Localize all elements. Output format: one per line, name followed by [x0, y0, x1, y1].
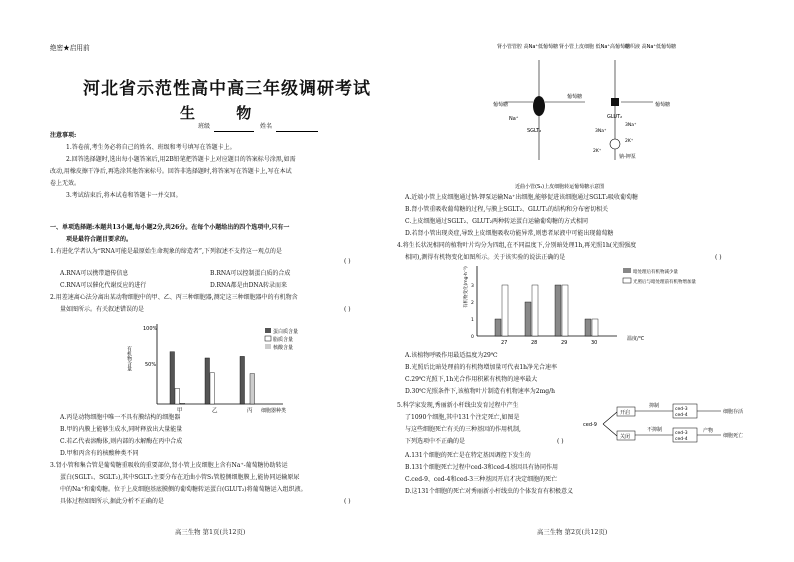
q2-cat-yi: 乙 — [212, 408, 218, 414]
left-footer: 高三生物 第1页(共12页) — [175, 528, 246, 536]
q5-option-c: C.ced-9、ced-4和ced-3三种基因开启才决定细胞的死亡 — [405, 476, 558, 483]
secret-label: 绝密★启用前 — [50, 44, 90, 52]
interstitial-label: 组织液 高Na⁺低葡萄糖 — [625, 44, 677, 50]
q4-x-label: 温度/℃ — [627, 336, 645, 342]
ced3-bottom: ced-3 — [675, 431, 688, 436]
q4-option-d: D.30℃光照条件下,该植物叶片制造有机物速率为2mg/h — [405, 388, 555, 395]
q2-ytick-50: 50% — [145, 362, 157, 368]
note-2-end: 卷上无效。 — [50, 180, 81, 187]
ced4-top: ced-4 — [675, 413, 688, 418]
q1-option-c: C.RNA可以催化代谢反应的进行 — [60, 282, 147, 289]
subject-title: 生 物 — [180, 104, 270, 122]
q2-bar-1-0 — [205, 358, 210, 404]
q4-option-c: C.29℃光照下,1h光合作用积累有机物的速率最大 — [405, 376, 538, 383]
q1-option-b: B.RNA可以控制蛋白质的合成 — [210, 270, 291, 277]
q2-legend-lipid: 脂质含量 — [273, 337, 294, 343]
q4-ytick-0: 0 — [471, 335, 474, 340]
glucose-tissue: 葡萄糖 — [655, 102, 671, 108]
not-inhibit-label: 不抑制 — [647, 427, 663, 433]
section-1-heading: 一、单项选择题:本题共13小题,每小题2分,共26分。在每个小题给出的四个选项中,只有一 — [50, 224, 290, 231]
ced4-bottom: ced-4 — [675, 437, 688, 442]
q1-stem: 1.有进化学者认为“RNA可能是最原始生命现象的缔造者”,下列叙述不支持这一观点的是 — [50, 248, 282, 255]
q4-bar-0-0 — [495, 319, 501, 336]
note-1: 1.答卷前,考生务必将自己的姓名、班级和考号填写在答题卡上。 — [66, 144, 236, 151]
q1-bracket: ( ) — [344, 258, 351, 265]
q5-gene-diagram — [581, 398, 787, 450]
q1-option-d: D.RNA都是由DNA转录而来 — [210, 282, 287, 289]
q4-bar-3-0 — [585, 319, 591, 336]
pump-2k-in: 2K⁺ — [593, 149, 602, 154]
q4-ytick-3: 3 — [471, 284, 474, 289]
q1-option-a: A.RNA可以携带遗传信息 — [60, 270, 129, 277]
q2-option-a: A.丙是动物细胞中唯一不具有膜结构的细胞器 — [60, 414, 181, 421]
notes-title: 注意事项: — [50, 132, 77, 139]
q5-stem-2: 了1090个细胞,其中131个注定死亡,如图是 — [405, 414, 520, 421]
na-lumen: Na⁺ — [509, 116, 519, 122]
q5-option-a: A.131个细胞的死亡是在特定基因调控下发生的 — [405, 452, 531, 459]
q2-legend-nucleic: 核酸含量 — [273, 345, 294, 351]
q4-bar-3-1 — [592, 319, 598, 336]
name-label: 姓名 — [260, 123, 273, 130]
glucose-lumen: 葡萄糖 — [493, 102, 509, 108]
glut2-transporter — [611, 98, 619, 106]
q4-bracket: ( ) — [715, 254, 722, 261]
q4-y-label: 有机物变化(mg·h⁻¹) — [464, 266, 469, 308]
q2-bar-2-2 — [250, 374, 255, 404]
q3-option-c: C.上皮细胞通过SGLT₂、GLUT₂两种转运蛋白运输葡萄糖的方式相同 — [405, 218, 589, 225]
q2-option-b: B.甲的内膜上能够生成水,同时释放出大量能量 — [60, 426, 183, 433]
q4-legend-swatch-dark — [623, 268, 631, 273]
q3-transport-diagram — [475, 40, 685, 190]
q5-option-d: D.这131个细胞的死亡对秀丽新小杆线虫的个体发育有积极意义 — [405, 488, 573, 495]
exam-title: 河北省示范性高中高三年级调研考试 — [83, 79, 371, 99]
q2-cat-jia: 甲 — [177, 408, 183, 414]
q2-legend-swatch-nucleic — [265, 344, 271, 349]
product-label: 产物 — [703, 428, 714, 434]
q4-bar-chart — [437, 262, 707, 350]
q2-option-d: D.甲和丙含有的核酸种类不同 — [60, 450, 139, 457]
class-blank — [214, 131, 254, 132]
q2-bar-2-0 — [240, 356, 245, 404]
q4-bar-0-1 — [502, 285, 508, 336]
q4-bar-1-1 — [532, 285, 538, 336]
q3-stem-4: 具体过程如图所示,据此分析不正确的是 — [60, 498, 164, 505]
ced9-label: ced-9 — [583, 422, 597, 428]
note-2: 2.回答选择题时,选出每小题答案后,用2B铅笔把答题卡上对应题目的答案标号涂黑,如需 — [66, 156, 296, 163]
q3-option-b: B.肾小管重吸收葡萄糖的过程,与膜上SGLT₂、GLUT₂的结构和分布密切相关 — [405, 206, 608, 213]
q3-stem-2: 蛋白(SGLT₁、SGLT₂),其中SGLT₂主要分布在近曲小管S₁管腔侧细胞膜上,能协同运输原尿 — [60, 474, 300, 481]
note-2-cont: 改动,用橡皮擦干净后,再选涂其他答案标号。回答非选择题时,将答案写在答题卡上,写在本试 — [50, 168, 292, 175]
note-3: 3.考试结束后,将本试卷和答题卡一并交回。 — [66, 192, 182, 199]
q4-cat-30: 30 — [591, 340, 598, 346]
q2-stem-2: 量如图所示。有关叙述错误的是 — [60, 306, 145, 313]
q4-ytick-1: 1 — [471, 318, 474, 323]
q2-bracket: ( ) — [344, 306, 351, 313]
cell-survive: 细胞存活 — [723, 409, 744, 415]
pump-3na-out: 3Na⁺ — [625, 123, 637, 128]
q2-stem-1: 2.用差速离心法分离出某动物细胞中的甲、乙、丙三种细胞器,测定这三种细胞器中的有机物含 — [50, 294, 298, 301]
pump-2k-out: 2K⁺ — [625, 139, 634, 144]
q4-legend-swatch-light — [623, 278, 631, 283]
ced3-top: ced-3 — [675, 407, 688, 412]
section-1-heading-cont: 项是最符合题目要求的。 — [66, 236, 133, 243]
pump-3na-in: 3Na⁺ — [595, 129, 607, 134]
q4-stem-1: 4.将生长状况相同的植物叶片均分为四组,在不同温度下,分别暗处理1h,再光照1h(光照强度 — [397, 242, 637, 249]
q2-bar-0-0 — [170, 352, 175, 404]
q2-cat-bing: 丙 — [247, 408, 253, 414]
q2-bar-1-1 — [210, 373, 215, 404]
q3-stem-1: 3.肾小管和集合管是葡萄糖重吸收的重要部位,肾小管上皮细胞上含有Na⁺-葡萄糖协助转运 — [50, 462, 288, 469]
q2-legend-swatch-lipid — [265, 336, 271, 341]
q3-bracket: ( ) — [344, 498, 351, 505]
q4-bar-1-0 — [525, 302, 531, 336]
q2-y-label: 有机物含量 — [126, 346, 132, 371]
q4-cat-28: 28 — [531, 340, 538, 346]
q4-bar-2-1 — [562, 285, 568, 336]
switch-on: 开启 — [620, 410, 631, 416]
q4-legend-light: 光照后与暗处理前有机物增加量 — [633, 280, 696, 285]
q2-legend-protein: 蛋白质含量 — [273, 329, 299, 335]
glut2-label: GLUT₂ — [607, 114, 623, 120]
na-k-pump — [610, 139, 620, 149]
q2-x-label: 细胞器种类 — [261, 408, 287, 414]
q2-option-c: C.若乙代表溶酶体,则内部的水解酶在丙中合成 — [60, 438, 183, 445]
q5-bracket: ( ) — [557, 438, 564, 445]
glucose-cell: 葡萄糖 — [567, 94, 583, 100]
q2-bar-0-1 — [175, 388, 180, 404]
q4-legend-dark: 暗处理后有机物减少量 — [633, 270, 678, 275]
q4-cat-29: 29 — [561, 340, 568, 346]
q5-option-b: B.131个细胞死亡过程中ced-3和ced-4基因具有协同作用 — [405, 464, 558, 471]
sglt2-label: SGLT₂ — [527, 128, 542, 134]
q5-stem-1: 5.科学家发现,秀丽新小杆线虫发育过程中产生 — [397, 402, 519, 409]
q2-bar-chart — [115, 316, 315, 416]
q3-stem-3: 中的Na⁺和葡萄糖。位于上皮细胞基底膜侧的葡萄糖转运蛋白(GLUT₂)将葡萄糖运入组织液。 — [60, 486, 307, 493]
q4-option-a: A.该植物呼吸作用最适温度为29℃ — [405, 352, 498, 359]
switch-off: 关闭 — [620, 434, 631, 440]
right-page — [397, 0, 794, 562]
q2-ytick-100: 100% — [143, 326, 158, 332]
lumen-label: 肾小管管腔 高Na⁺低葡萄糖 — [497, 44, 559, 50]
q3-option-a: A.近端小管上皮细胞通过钠-钾泵运输Na⁺出细胞,能够促进该细胞通过SGLT₂吸收葡萄糖 — [405, 194, 638, 201]
q2-bar-0-2 — [180, 403, 185, 404]
q2-legend-swatch-protein — [265, 328, 271, 333]
inhibit-label: 抑制 — [649, 403, 660, 409]
q3-diagram-caption: 近曲小管(S₁)上皮细胞转运葡萄糖示意图 — [515, 184, 605, 190]
q3-option-d: D.若肾小管出现炎症,导致上皮细胞吸收功能异常,则患者尿液中可能出现葡萄糖 — [405, 230, 614, 237]
q4-cat-27: 27 — [501, 340, 508, 346]
q4-option-b: B.光照后比暗处理前的有机物增加量可代表1h净光合速率 — [405, 364, 557, 371]
epithelium-label: 肾小管上皮细胞 低Na⁺高葡萄糖 — [559, 44, 631, 50]
right-footer: 高三生物 第2页(共12页) — [537, 528, 608, 536]
name-blank — [276, 131, 318, 132]
q4-bar-2-0 — [555, 285, 561, 336]
q5-stem-4: 下列选项中不正确的是 — [405, 438, 466, 445]
class-label: 班级 — [198, 123, 211, 130]
pump-label: 钠-钾泵 — [619, 154, 636, 160]
cell-death: 细胞死亡 — [723, 433, 744, 439]
sglt2-transporter — [533, 96, 545, 116]
q4-ytick-2: 2 — [471, 301, 474, 306]
q5-stem-3: 与这些细胞死亡有关的三种基因的作用机制, — [405, 426, 521, 433]
branch-off — [603, 424, 617, 436]
q4-stem-2: 相同),测得有机物变化如图所示。关于该实验的说法正确的是 — [405, 254, 566, 261]
branch-on — [603, 412, 617, 424]
